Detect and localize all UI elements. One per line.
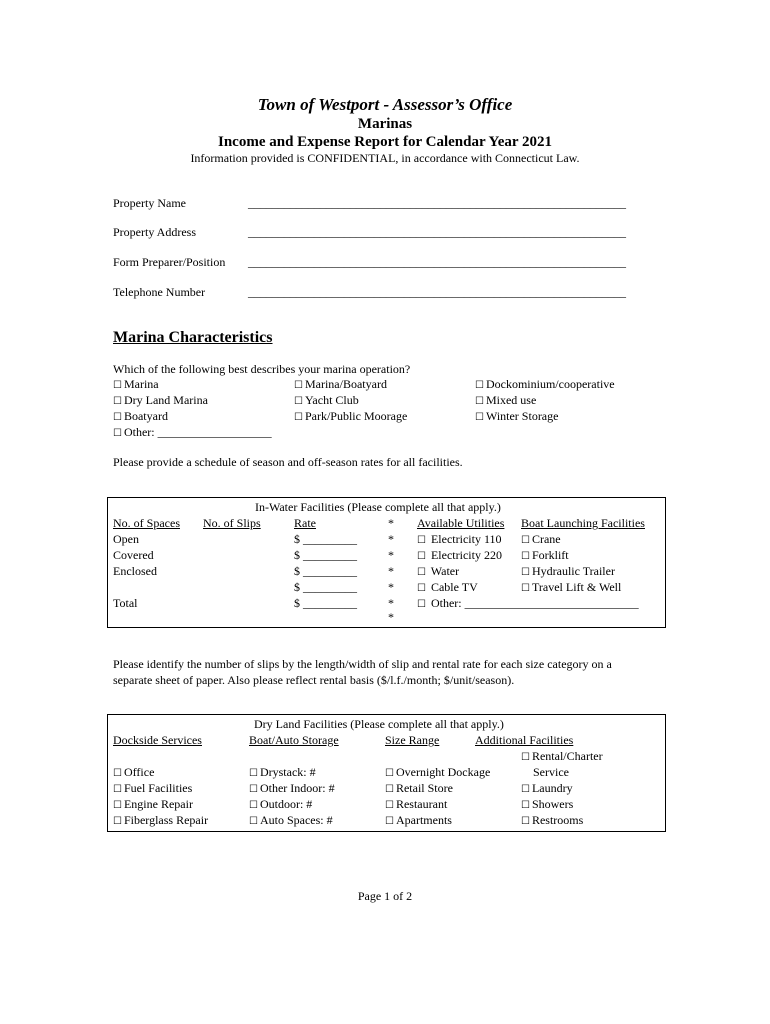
launch-forklift[interactable] bbox=[521, 548, 569, 564]
dockside-office[interactable] bbox=[113, 765, 154, 781]
storage-label: Other Indoor: # bbox=[259, 781, 335, 795]
size-retail-store[interactable] bbox=[385, 781, 453, 797]
additional-laundry[interactable] bbox=[521, 781, 573, 797]
additional-showers[interactable] bbox=[521, 797, 573, 813]
checkbox-icon[interactable]: ☐ bbox=[521, 535, 530, 546]
launch-label: Travel Lift & Well bbox=[531, 580, 622, 594]
utility-label: Electricity 220 bbox=[430, 548, 502, 562]
option-label: Dry Land Marina bbox=[123, 393, 208, 407]
header-additional-facilities: Additional Facilities bbox=[475, 733, 574, 747]
telephone-field[interactable]: _______________________________________________________________ bbox=[248, 285, 626, 299]
property-address-field[interactable]: _______________________________________________________________ bbox=[248, 225, 626, 239]
star-marker: * bbox=[388, 516, 394, 530]
space-row-enclosed: Enclosed bbox=[113, 564, 157, 578]
checkbox-icon[interactable]: ☐ bbox=[521, 752, 530, 763]
star-marker: * bbox=[388, 532, 394, 546]
checkbox-icon[interactable]: ☐ bbox=[417, 583, 426, 594]
checkbox-icon[interactable]: ☐ bbox=[113, 784, 122, 795]
slips-note-line2: separate sheet of paper. Also please reflect rental basis ($/l.f./month; $/unit/season). bbox=[113, 673, 515, 687]
checkbox-icon[interactable]: ☐ bbox=[475, 412, 484, 423]
option-dry-land-marina[interactable] bbox=[113, 393, 208, 409]
confidential-notice: Information provided is CONFIDENTIAL, in accordance with Connecticut Law. bbox=[190, 151, 580, 165]
option-label: Marina/Boatyard bbox=[304, 377, 387, 391]
rate-field-covered[interactable]: $ _________ bbox=[294, 548, 357, 562]
utility-other[interactable] bbox=[417, 596, 639, 612]
storage-label: Auto Spaces: # bbox=[259, 813, 333, 827]
option-marina-boatyard[interactable] bbox=[294, 377, 387, 393]
rate-field-enclosed[interactable]: $ _________ bbox=[294, 564, 357, 578]
dockside-fuel-facilities[interactable] bbox=[113, 781, 192, 797]
checkbox-icon[interactable]: ☐ bbox=[417, 567, 426, 578]
launch-label: Crane bbox=[531, 532, 561, 546]
utility-electricity-110[interactable] bbox=[417, 532, 502, 548]
header-rate: Rate bbox=[294, 516, 316, 530]
checkbox-icon[interactable]: ☐ bbox=[294, 412, 303, 423]
star-marker: * bbox=[388, 564, 394, 578]
schedule-note: Please provide a schedule of season and off-season rates for all facilities. bbox=[113, 455, 463, 469]
checkbox-icon[interactable]: ☐ bbox=[249, 816, 258, 827]
option-dockominium[interactable] bbox=[475, 377, 615, 393]
dockside-label: Fuel Facilities bbox=[123, 781, 193, 795]
checkbox-icon[interactable]: ☐ bbox=[294, 396, 303, 407]
launch-travel-lift[interactable] bbox=[521, 580, 621, 596]
checkbox-icon[interactable]: ☐ bbox=[249, 800, 258, 811]
checkbox-icon[interactable]: ☐ bbox=[385, 800, 394, 811]
in-water-title: In-Water Facilities (Please complete all that apply.) bbox=[255, 500, 501, 514]
header-size-range: Size Range bbox=[385, 733, 440, 747]
operation-question: Which of the following best describes your marina operation? bbox=[113, 362, 411, 376]
marina-characteristics-heading: Marina Characteristics bbox=[113, 329, 273, 346]
checkbox-icon[interactable]: ☐ bbox=[475, 396, 484, 407]
page-number: Page 1 of 2 bbox=[357, 889, 413, 903]
utility-label: Cable TV bbox=[430, 580, 478, 594]
checkbox-icon[interactable]: ☐ bbox=[521, 800, 530, 811]
checkbox-icon[interactable]: ☐ bbox=[417, 535, 426, 546]
checkbox-icon[interactable]: ☐ bbox=[113, 428, 122, 439]
storage-auto-spaces[interactable] bbox=[249, 813, 333, 829]
launch-hydraulic-trailer[interactable] bbox=[521, 564, 615, 580]
checkbox-icon[interactable]: ☐ bbox=[113, 768, 122, 779]
space-row-total: Total bbox=[113, 596, 138, 610]
checkbox-icon[interactable]: ☐ bbox=[113, 800, 122, 811]
property-address-label: Property Address bbox=[113, 225, 196, 239]
dockside-label: Fiberglass Repair bbox=[123, 813, 209, 827]
storage-label: Drystack: # bbox=[259, 765, 316, 779]
option-label: Boatyard bbox=[123, 409, 168, 423]
option-label: Park/Public Moorage bbox=[304, 409, 408, 423]
checkbox-icon[interactable]: ☐ bbox=[521, 784, 530, 795]
storage-label: Outdoor: # bbox=[259, 797, 313, 811]
option-label: Yacht Club bbox=[304, 393, 359, 407]
storage-drystack[interactable] bbox=[249, 765, 316, 781]
checkbox-icon[interactable]: ☐ bbox=[521, 567, 530, 578]
rate-field-total[interactable]: $ _________ bbox=[294, 596, 357, 610]
form-subject: Marinas bbox=[357, 116, 413, 132]
launch-label: Forklift bbox=[531, 548, 569, 562]
star-marker: * bbox=[388, 596, 394, 610]
option-label: Other: ___________________ bbox=[123, 425, 272, 439]
form-preparer-label: Form Preparer/Position bbox=[113, 255, 226, 269]
storage-other-indoor[interactable] bbox=[249, 781, 335, 797]
checkbox-icon[interactable]: ☐ bbox=[385, 816, 394, 827]
option-label: Dockominium/cooperative bbox=[485, 377, 615, 391]
size-overnight-dockage[interactable] bbox=[385, 765, 490, 781]
checkbox-icon[interactable]: ☐ bbox=[521, 583, 530, 594]
utility-cable-tv[interactable] bbox=[417, 580, 478, 596]
storage-outdoor[interactable] bbox=[249, 797, 312, 813]
checkbox-icon[interactable]: ☐ bbox=[475, 380, 484, 391]
header-available-utilities: Available Utilities bbox=[417, 516, 505, 530]
rate-field-blank[interactable]: $ _________ bbox=[294, 580, 357, 594]
option-label: Mixed use bbox=[485, 393, 537, 407]
option-label: Winter Storage bbox=[485, 409, 559, 423]
option-marina[interactable] bbox=[113, 377, 159, 393]
header-dockside-services: Dockside Services bbox=[113, 733, 202, 747]
utility-label: Other: _____________________________ bbox=[430, 596, 639, 610]
space-row-covered: Covered bbox=[113, 548, 154, 562]
size-label: Retail Store bbox=[395, 781, 453, 795]
checkbox-icon[interactable]: ☐ bbox=[249, 768, 258, 779]
dockside-engine-repair[interactable] bbox=[113, 797, 193, 813]
header-no-of-slips: No. of Slips bbox=[203, 516, 261, 530]
additional-restrooms[interactable] bbox=[521, 813, 583, 829]
property-name-label: Property Name bbox=[113, 196, 186, 210]
checkbox-icon[interactable]: ☐ bbox=[113, 380, 122, 391]
checkbox-icon[interactable]: ☐ bbox=[385, 784, 394, 795]
option-other[interactable] bbox=[113, 425, 272, 441]
size-label: Apartments bbox=[395, 813, 452, 827]
checkbox-icon[interactable]: ☐ bbox=[417, 599, 426, 610]
additional-label: Restrooms bbox=[531, 813, 584, 827]
utility-label: Water bbox=[430, 564, 460, 578]
form-preparer-field[interactable]: _______________________________________________________________ bbox=[248, 255, 626, 269]
rate-field-open[interactable]: $ _________ bbox=[294, 532, 357, 546]
property-name-field[interactable]: _______________________________________________________________ bbox=[248, 196, 626, 210]
checkbox-icon[interactable]: ☐ bbox=[385, 768, 394, 779]
slips-note-line1: Please identify the number of slips by the length/width of slip and rental rate for each size category on a bbox=[113, 657, 612, 671]
launch-crane[interactable] bbox=[521, 532, 561, 548]
option-winter-storage[interactable] bbox=[475, 409, 558, 425]
dry-land-title: Dry Land Facilities (Please complete all that apply.) bbox=[254, 717, 504, 731]
option-boatyard[interactable] bbox=[113, 409, 168, 425]
size-apartments[interactable] bbox=[385, 813, 452, 829]
size-label: Restaurant bbox=[395, 797, 448, 811]
dockside-fiberglass-repair[interactable] bbox=[113, 813, 208, 829]
checkbox-icon[interactable]: ☐ bbox=[294, 380, 303, 391]
additional-label: Showers bbox=[531, 797, 574, 811]
size-label: Overnight Dockage bbox=[395, 765, 491, 779]
star-marker: * bbox=[388, 548, 394, 562]
header-boat-launching: Boat Launching Facilities bbox=[521, 516, 645, 530]
checkbox-icon[interactable]: ☐ bbox=[249, 784, 258, 795]
dockside-label: Office bbox=[123, 765, 155, 779]
additional-rental-charter[interactable] bbox=[521, 749, 603, 765]
option-label: Marina bbox=[123, 377, 159, 391]
checkbox-icon[interactable]: ☐ bbox=[417, 551, 426, 562]
star-marker: * bbox=[388, 610, 394, 624]
checkbox-icon[interactable]: ☐ bbox=[113, 816, 122, 827]
header-no-of-spaces: No. of Spaces bbox=[113, 516, 180, 530]
header-boat-auto-storage: Boat/Auto Storage bbox=[249, 733, 339, 747]
utility-water[interactable] bbox=[417, 564, 459, 580]
option-mixed-use[interactable] bbox=[475, 393, 536, 409]
additional-rental-charter-cont: Service bbox=[533, 765, 569, 779]
office-title: Town of Westport - Assessor’s Office bbox=[257, 95, 513, 114]
checkbox-icon[interactable]: ☐ bbox=[521, 816, 530, 827]
dockside-label: Engine Repair bbox=[123, 797, 193, 811]
checkbox-icon[interactable]: ☐ bbox=[521, 551, 530, 562]
size-restaurant[interactable] bbox=[385, 797, 447, 813]
utility-label: Electricity 110 bbox=[430, 532, 502, 546]
checkbox-icon[interactable]: ☐ bbox=[113, 412, 122, 423]
telephone-label: Telephone Number bbox=[113, 285, 206, 299]
utility-electricity-220[interactable] bbox=[417, 548, 502, 564]
launch-label: Hydraulic Trailer bbox=[531, 564, 615, 578]
option-park-public-moorage[interactable] bbox=[294, 409, 407, 425]
additional-label: Laundry bbox=[531, 781, 573, 795]
star-marker: * bbox=[388, 580, 394, 594]
checkbox-icon[interactable]: ☐ bbox=[113, 396, 122, 407]
additional-label: Rental/Charter bbox=[531, 749, 603, 763]
report-title: Income and Expense Report for Calendar Year 2021 bbox=[217, 134, 553, 150]
option-yacht-club[interactable] bbox=[294, 393, 359, 409]
space-row-open: Open bbox=[113, 532, 139, 546]
